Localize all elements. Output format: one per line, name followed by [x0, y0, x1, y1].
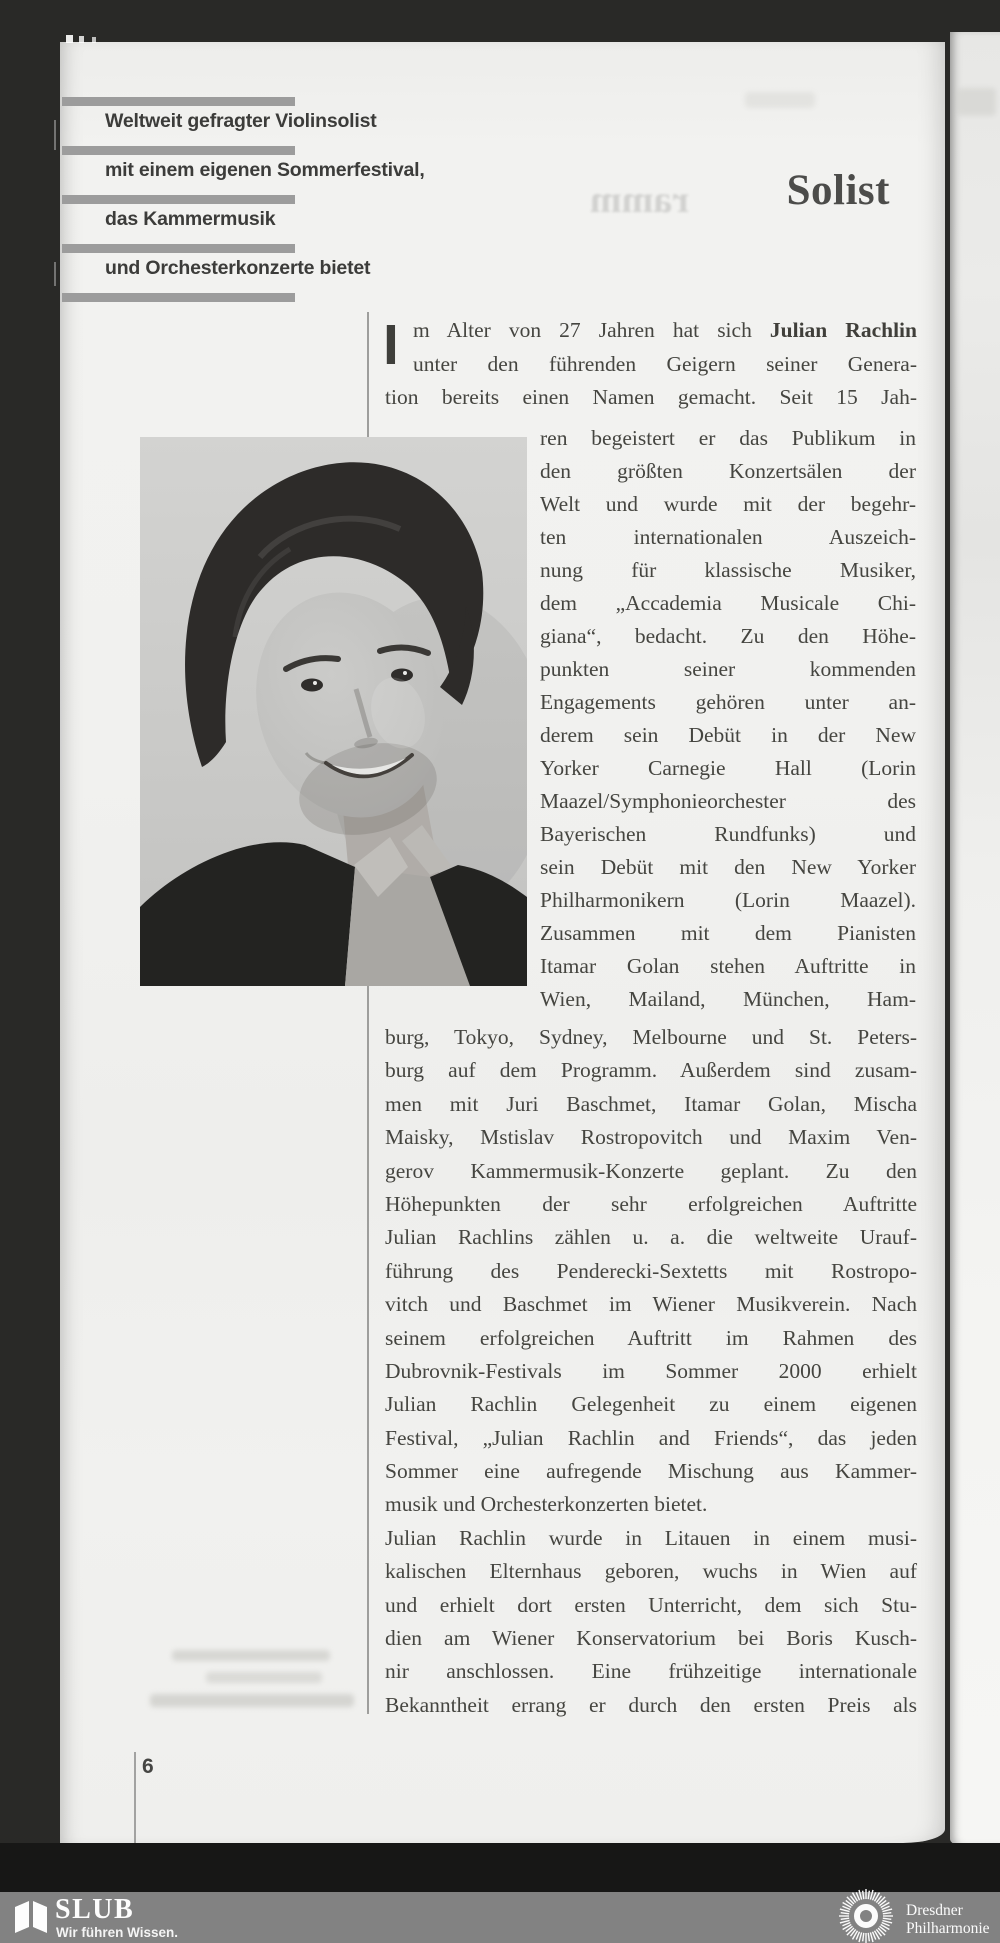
text-line: musik und Orchesterkonzerten bietet. [385, 1492, 708, 1517]
scan-bottom-band [0, 1843, 1000, 1892]
header-stripe [62, 97, 295, 106]
text-line: Maazel/Symphonieorchester des [540, 789, 916, 813]
showthrough-ghost-heading: ramm [590, 179, 690, 221]
body-full-column [385, 1021, 917, 1722]
header-line: das Kammermusik [105, 208, 276, 230]
showthrough-ghost [150, 1694, 354, 1707]
text-line: giana“, bedacht. Zu den Höhe- [540, 624, 916, 648]
text-line: dien am Wiener Konservatorium bei Boris Kusch- [385, 1626, 917, 1651]
text-line: gerov Kammermusik-Konzerte geplant. Zu den [385, 1158, 917, 1183]
text-line: Itamar Golan stehen Auftritte in [540, 954, 916, 978]
header-stripe [62, 293, 295, 302]
header-stripe [62, 146, 295, 155]
slub-wordmark: SLUB [55, 1894, 135, 1925]
text-line: Engagements gehören unter an- [540, 690, 916, 714]
scan-edge-artifact [54, 120, 56, 150]
text-line: Yorker Carnegie Hall (Lorin [540, 756, 916, 780]
text-line: kalischen Elternhaus geboren, wuchs in Wien auf [385, 1559, 917, 1584]
text-line: Sommer eine aufregende Mischung aus Kammer- [385, 1459, 917, 1484]
text-line: und erhielt dort ersten Unterricht, dem sich Stu- [385, 1592, 917, 1617]
text-line: Philharmonikern (Lorin Maazel). [540, 888, 916, 912]
text-line: nir anschlossen. Eine frühzeitige internationale [385, 1659, 917, 1684]
body-paragraph-start [385, 314, 917, 415]
scan-edge-artifact [79, 36, 84, 43]
text-line: Wien, Mailand, München, Ham- [540, 987, 916, 1011]
text-line: tion bereits einen Namen gemacht. Seit 15 Jah- [385, 385, 917, 409]
text-line: Maisky, Mstislav Rostropovitch und Maxim Ven- [385, 1125, 917, 1150]
scan-edge-artifact [66, 35, 73, 43]
text-line: Dubrovnik-Festivals im Sommer 2000 erhielt [385, 1358, 917, 1383]
showthrough-ghost [206, 1672, 322, 1683]
text-line: burg, Tokyo, Sydney, Melbourne und St. Peters- [385, 1025, 917, 1049]
highlight-name: Julian Rachlin [769, 318, 917, 342]
text-line: sein Debüt mit den New Yorker [540, 855, 916, 879]
dropcap: I [383, 313, 399, 377]
showthrough-ghost [958, 88, 996, 116]
next-page-edge [950, 32, 1000, 1845]
header-line: mit einem eigenen Sommerfestival, [105, 159, 425, 181]
header-stripe [62, 244, 295, 253]
text-line: punkten seiner kommenden [540, 657, 916, 681]
text-line: Julian Rachlin wurde in Litauen in einem musi- [385, 1525, 917, 1550]
body-narrow-column [540, 422, 916, 1016]
page-title: Solist [786, 167, 890, 214]
text-line: derem sein Debüt in der New [540, 723, 916, 747]
text-line: Julian Rachlin Gelegenheit zu einem eigenen [385, 1392, 917, 1417]
text-line: vitch und Baschmet im Wiener Musikverein. Nach [385, 1292, 917, 1317]
text-line: Welt und wurde mit der begehr- [540, 492, 916, 516]
slub-tagline: Wir führen Wissen. [56, 1925, 179, 1940]
text-line: Zusammen mit dem Pianisten [540, 921, 916, 945]
scan-edge-artifact [54, 262, 56, 286]
text-line: ren begeistert er das Publikum in [540, 426, 916, 450]
text-line: Festival, „Julian Rachlin and Friends“, das jeden [385, 1425, 917, 1450]
text-line: Bekanntheit errang er durch den ersten Preis als [385, 1692, 917, 1717]
slub-book-icon [13, 1898, 49, 1934]
header-line: Weltweit gefragter Violinsolist [105, 110, 377, 132]
philharmonie-wordmark [906, 1902, 990, 1937]
header-line: und Orchesterkonzerte bietet [105, 257, 371, 279]
text-line: ten internationalen Auszeich- [540, 525, 916, 549]
scan-edge-artifact [92, 37, 96, 43]
text-line: burg auf dem Programm. Außerdem sind zusam- [385, 1058, 917, 1083]
showthrough-ghost [172, 1650, 330, 1661]
text-line: dem „Accademia Musicale Chi- [540, 591, 916, 615]
header-stripe [62, 195, 295, 204]
portrait-photo-julian-rachlin [140, 437, 527, 986]
text-line: Höhepunkten der sehr erfolgreichen Auftritte [385, 1191, 917, 1216]
text-line: den größten Konzertsälen der [540, 459, 916, 483]
philharmonie-line2: Philharmonie [906, 1919, 990, 1937]
page-number: 6 [142, 1755, 154, 1778]
page-number-rule [134, 1752, 136, 1856]
text-line: nung für klassische Musiker, [540, 558, 916, 582]
text-line: unter den führenden Geigern seiner Genera- [413, 351, 917, 376]
text-line: m Alter von 27 Jahren hat sich Julian Rachlin [413, 318, 917, 342]
text-line: führung des Penderecki-Sextetts mit Rostropo- [385, 1258, 917, 1283]
showthrough-ghost [745, 92, 815, 108]
text-line: Bayerischen Rundfunks) und [540, 822, 916, 846]
philharmonie-sunburst-icon [838, 1888, 894, 1943]
philharmonie-line1: Dresdner [906, 1902, 963, 1919]
text-line: men mit Juri Baschmet, Itamar Golan, Mischa [385, 1091, 917, 1116]
text-line: seinem erfolgreichen Auftritt im Rahmen des [385, 1325, 917, 1350]
text-line: Julian Rachlins zählen u. a. die weltweite Urauf- [385, 1225, 917, 1250]
